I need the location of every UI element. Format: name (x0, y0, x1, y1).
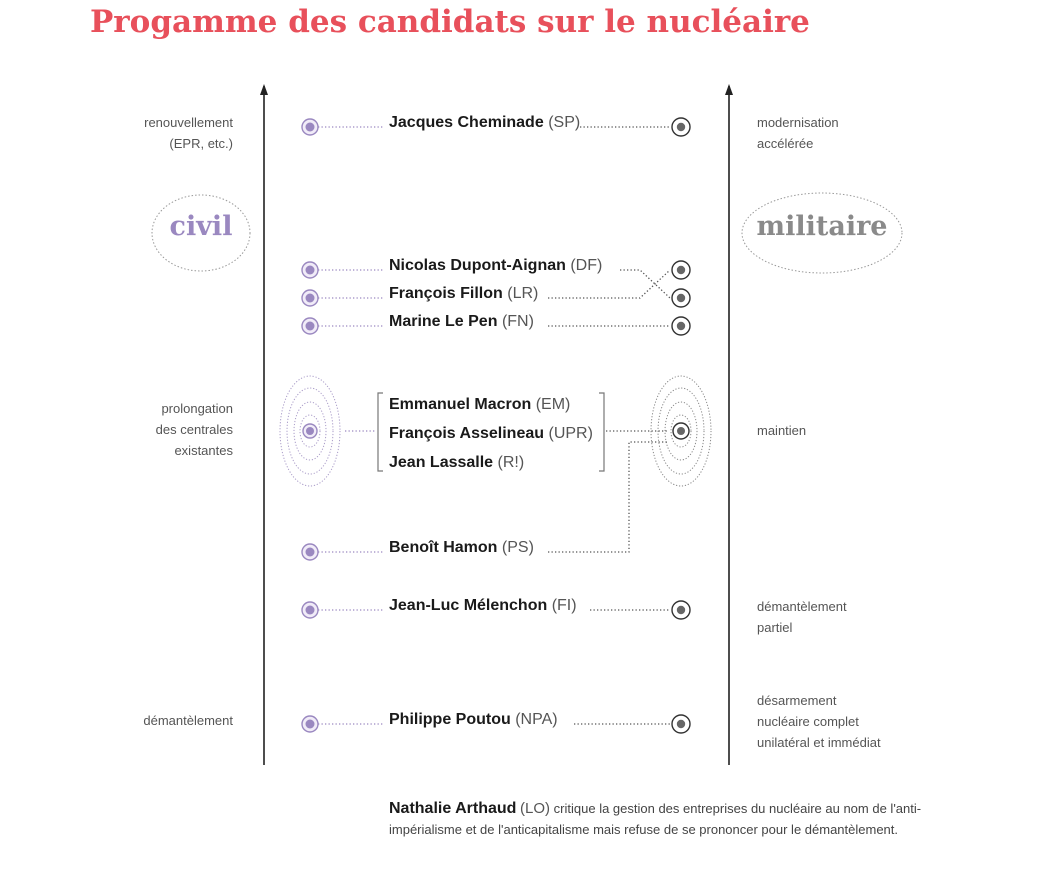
left-label-demantelement: démantèlement (143, 713, 233, 728)
military-marker (672, 715, 690, 733)
candidate-name: Jacques Cheminade (389, 114, 544, 131)
candidate-party: (SP) (548, 114, 581, 131)
civil-marker (302, 544, 318, 560)
right-label-maintien: maintien (757, 423, 807, 438)
civil-marker (302, 119, 318, 135)
candidate-asselineau (389, 424, 593, 444)
group-bracket-left (378, 393, 383, 471)
civil-marker (303, 424, 317, 438)
civil-connectors (318, 127, 384, 724)
page-title: Progamme des candidats sur le nucléaire (90, 4, 810, 40)
right-label-demantelement-partiel: démantèlement partiel (757, 599, 847, 635)
right-label-modernisation: modernisation accélérée (757, 115, 839, 151)
candidate-name: François Fillon (389, 285, 503, 302)
candidate-party: (PS) (501, 539, 534, 556)
right-label-desarmement: désarmement nucléaire complet unilatéral et immédiat (757, 693, 881, 750)
candidate-name: Emmanuel Macron (389, 396, 532, 413)
candidate-name: Philippe Poutou (389, 711, 511, 728)
civil-markers (302, 119, 318, 732)
military-marker (673, 423, 689, 439)
group-bracket-right (599, 393, 604, 471)
candidate-party: (R!) (497, 454, 525, 471)
civil-marker (302, 716, 318, 732)
candidate-name: Nicolas Dupont-Aignan (389, 257, 566, 274)
military-markers (672, 118, 690, 733)
left-label-prolongation: prolongation des centrales existantes (155, 401, 233, 458)
civil-axis-arrow-icon (260, 84, 268, 95)
arthaud-note (389, 798, 949, 840)
candidate-party: (NPA) (515, 711, 558, 728)
candidate-poutou (389, 710, 558, 730)
civil-marker (302, 602, 318, 618)
note-text: critique la gestion des entreprises du nucléaire au nom de l'anti-impérialisme et de l'anticapitalisme mais refuse de se prononcer pour le démantèlement. (389, 801, 922, 837)
candidate-cheminade (389, 113, 580, 133)
candidate-lassalle (389, 453, 524, 473)
zone-label-militaire: militaire (756, 211, 888, 242)
candidate-melenchon (389, 596, 577, 616)
candidate-name: François Asselineau (389, 425, 545, 442)
candidate-fillon (389, 284, 538, 304)
candidate-hamon (389, 538, 534, 558)
candidate-dupont-aignan (389, 256, 602, 276)
candidate-party: (FN) (501, 313, 534, 330)
military-marker (672, 317, 690, 335)
candidate-party: (EM) (535, 396, 571, 413)
candidate-name: Marine Le Pen (389, 313, 498, 330)
candidate-name: Benoît Hamon (389, 539, 498, 556)
civil-marker (302, 262, 318, 278)
candidate-name: Jean-Luc Mélenchon (389, 597, 548, 614)
candidate-party: (UPR) (548, 425, 593, 442)
candidate-party: (DF) (570, 257, 603, 274)
zone-label-civil: civil (169, 211, 233, 242)
candidate-party: (FI) (551, 597, 577, 614)
civil-marker (302, 318, 318, 334)
note-candidate-name: Nathalie Arthaud (389, 800, 517, 817)
candidate-party: (LR) (507, 285, 539, 302)
left-label-renouvellement: renouvellement (EPR, etc.) (144, 115, 233, 151)
military-marker (672, 118, 690, 136)
military-marker (672, 601, 690, 619)
military-axis-arrow-icon (725, 84, 733, 95)
military-marker (672, 289, 690, 307)
candidate-name: Jean Lassalle (389, 454, 494, 471)
military-marker (672, 261, 690, 279)
note-candidate-party: (LO) (520, 800, 551, 817)
candidate-macron (389, 395, 570, 415)
candidate-le-pen (389, 312, 534, 332)
civil-marker (302, 290, 318, 306)
